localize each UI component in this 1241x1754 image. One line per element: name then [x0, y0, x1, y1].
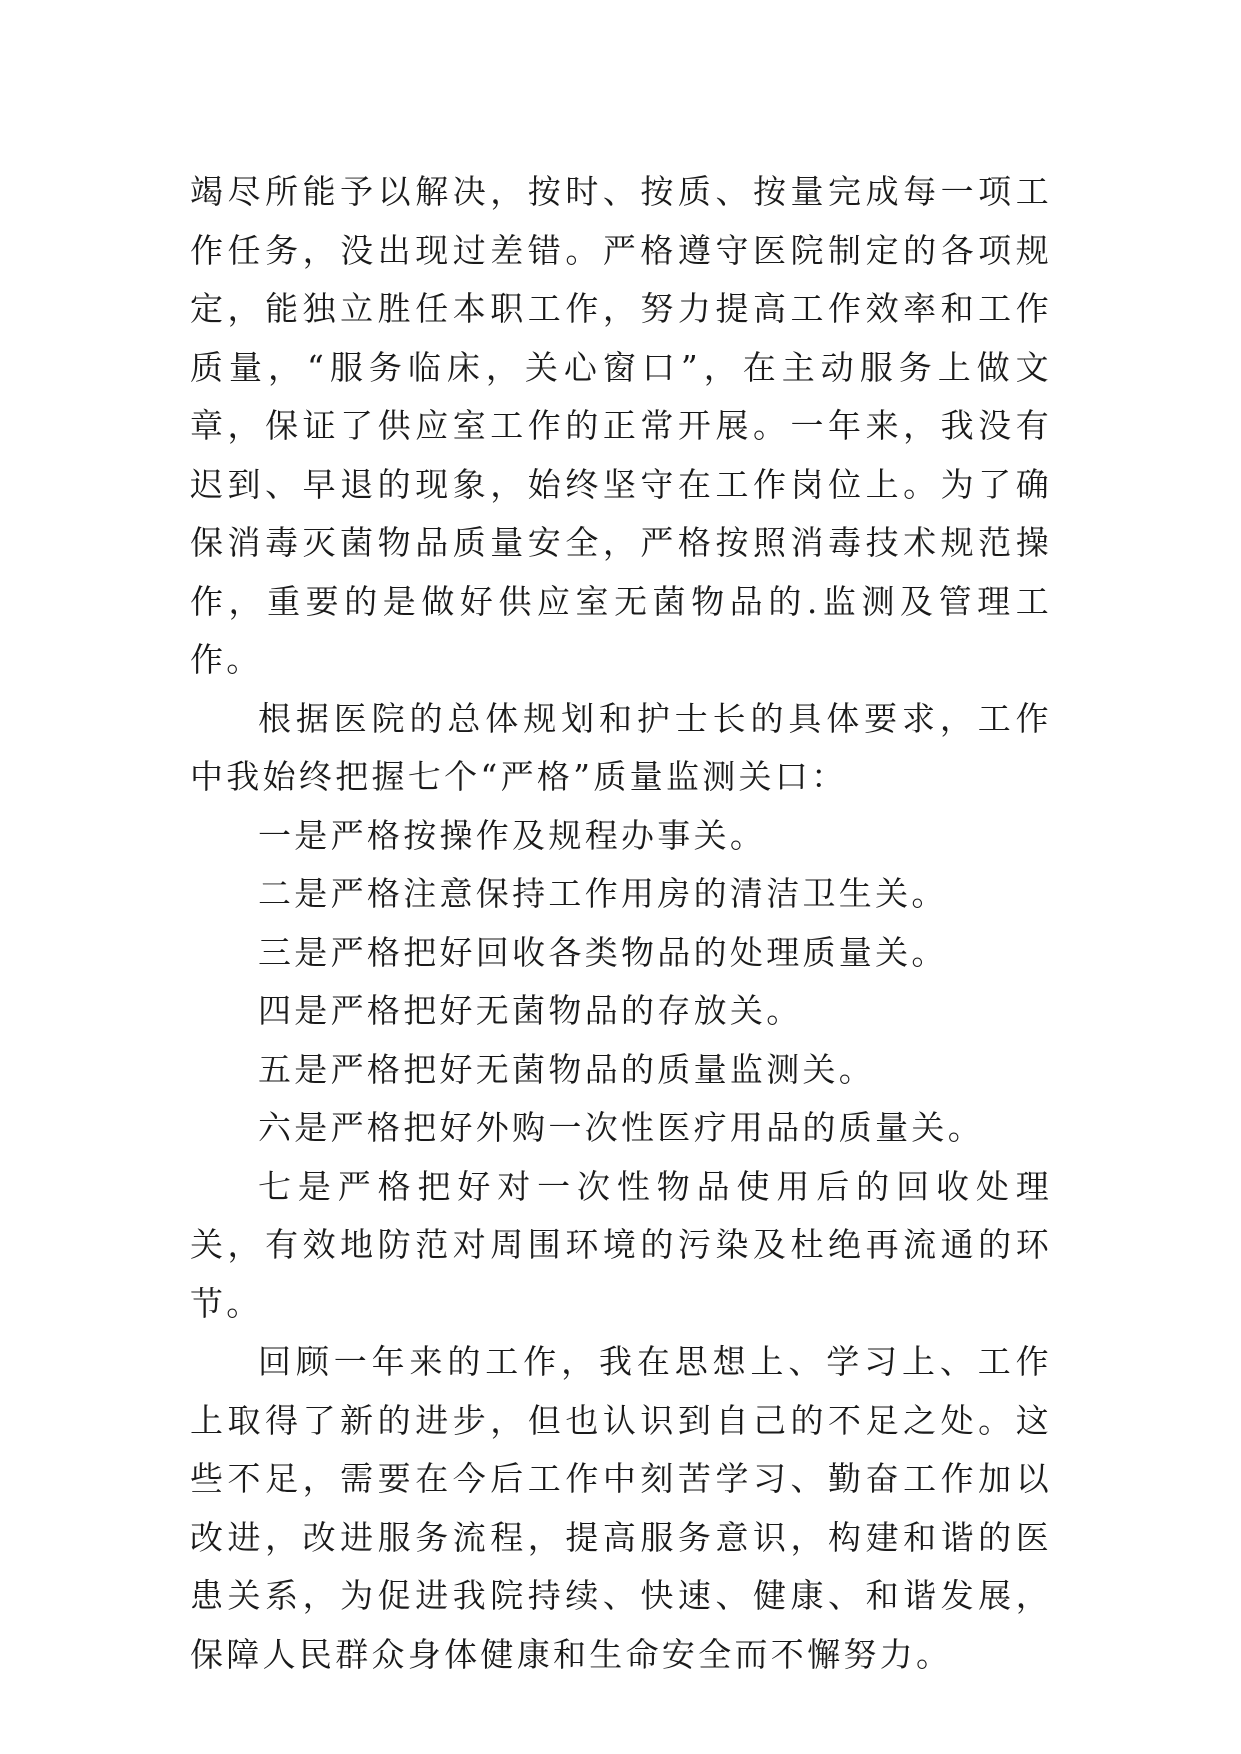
- paragraph-1: 竭尽所能予以解决，按时、按质、按量完成每一项工作任务，没出现过差错。严格遵守医院制定的各项规定，能独立胜任本职工作，努力提高工作效率和工作质量，“服务临床，关心窗口”，在主动服务上做文章，保证了供应室工作的正常开展。一年来，我没有迟到、早退的现象，始终坚守在工作岗位上。为了确保消毒灭菌物品质量安全，严格按照消毒技术规范操作，重要的是做好供应室无菌物品的.监测及管理工作。: [190, 172, 1052, 679]
- paragraph-4: 二是严格注意保持工作用房的清洁卫生关。: [258, 874, 948, 913]
- paragraph-7: 五是严格把好无菌物品的质量监测关。: [258, 1049, 876, 1089]
- paragraph-2: 根据医院的总体规划和护士长的具体要求，工作中我始终把握七个“严格”质量监测关口：: [190, 698, 1052, 796]
- paragraph-6: 四是严格把好无菌物品的存放关。: [258, 991, 803, 1030]
- document-body: [190, 163, 1052, 1684]
- paragraph-5: 三是严格把好回收各类物品的处理质量关。: [258, 932, 948, 972]
- paragraph-9: 七是严格把好对一次性物品使用后的回收处理关，有效地防范对周围环境的污染及杜绝再流通的环节。: [190, 1166, 1052, 1323]
- paragraph-8: 六是严格把好外购一次性医疗用品的质量关。: [258, 1108, 984, 1147]
- paragraph-3: 一是严格按操作及规程办事关。: [258, 815, 767, 855]
- paragraph-10: 回顾一年来的工作，我在思想上、学习上、工作上取得了新的进步，但也认识到自己的不足之处。这些不足，需要在今后工作中刻苦学习、勤奋工作加以改进，改进服务流程，提高服务意识，构建和谐的医患关系，为促进我院持续、快速、健康、和谐发展，保障人民群众身体健康和生命安全而不懈努力。: [190, 1342, 1052, 1674]
